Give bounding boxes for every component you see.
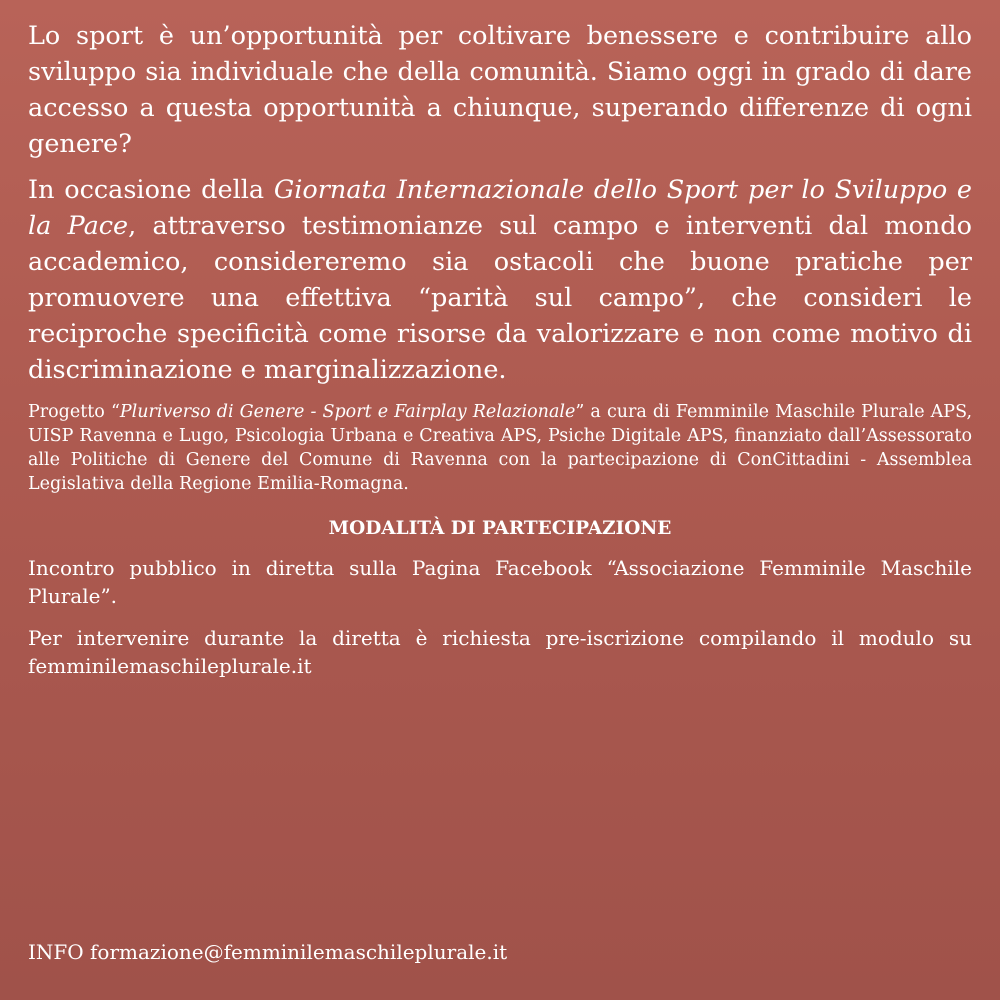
contact-info: INFO formazione@femminilemaschileplurale.it xyxy=(28,940,508,964)
participation-paragraph-1: Incontro pubblico in diretta sulla Pagina Facebook “Associazione Femminile Maschile Plurale”. xyxy=(28,556,972,608)
intro-paragraph-1: Lo sport è un’opportunità per coltivare benessere e contribuire allo sviluppo sia individuale che della comunità. Siamo oggi in grado di dare accesso a questa opportunità a chiunque, superando differenze di ogni genere? xyxy=(28,21,972,159)
project-credits xyxy=(28,400,972,496)
project-name: Pluriverso di Genere - Sport e Fairplay Relazionale xyxy=(119,402,576,422)
intro-paragraph-2 xyxy=(28,172,972,388)
participation-paragraph-2: Per intervenire durante la diretta è richiesta pre-iscrizione compilando il modulo su femminilemaschileplurale.it xyxy=(28,626,972,678)
participation-heading: MODALITÀ DI PARTECIPAZIONE xyxy=(328,518,672,539)
credits-prefix: Progetto “ xyxy=(28,402,120,422)
intro-paragraph-2-prefix: In occasione della xyxy=(28,175,274,205)
credits-suffix: ” a cura di Femminile Maschile Plurale APS, UISP Ravenna e Lugo, Psicologia Urbana e Creativa APS, Psiche Digitale APS, finanziato dall’Assessorato alle Politiche di Genere del Comune di Ravenna con la partecipazione di ConCittadini - Assemblea Legislativa della Regione Emilia-Romagna. xyxy=(28,402,973,494)
intro-paragraph-2-suffix: , attraverso testimonianze sul campo e interventi dal mondo accademico, considereremo sia ostacoli che buone pratiche per promuovere una effettiva “parità sul campo”, che consideri le reciproche specificità come risorse da valorizzare e non come motivo di discriminazione e marginalizzazione. xyxy=(28,211,972,385)
event-name: Giornata Internazionale dello Sport per lo Sviluppo e la Pace xyxy=(28,175,973,241)
